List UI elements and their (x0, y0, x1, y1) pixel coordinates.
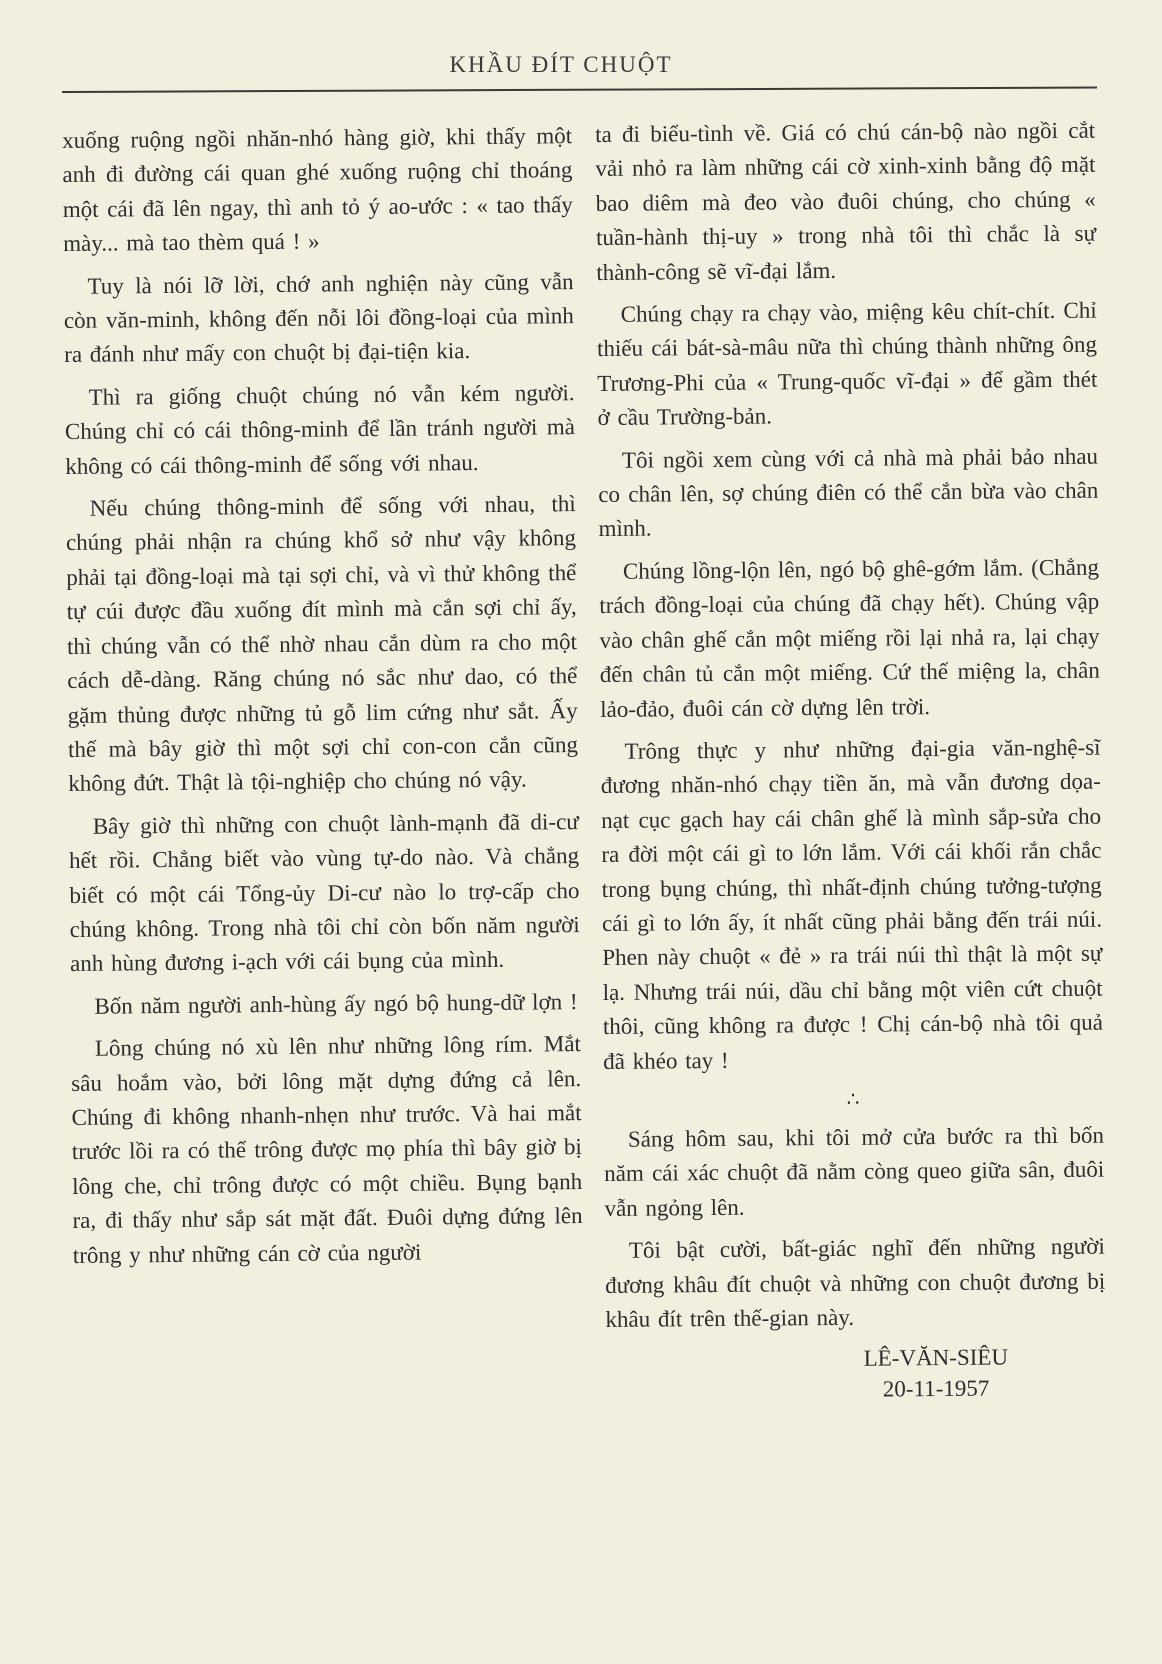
header-rule (62, 86, 1097, 93)
closing-paragraph-1: Sáng hôm sau, khi tôi mở cửa bước ra thì bốn năm cái xác chuột đã nằm còng queo giữa sân, đuôi vẫn ngỏng lên. (604, 1122, 1105, 1221)
left-paragraph-7: Lông chúng nó xù lên như những lông rím. Mắt sâu hoắm vào, bởi lông mặt dựng đứng cả lên. Chúng đi không nhanh-nhẹn như trước. Và hai mắt trước lồi ra có thể trông được mọ phía thì bây giờ bị lông che, chỉ trông được có một chiều. Bụng bạnh ra, đi thấy như sắp sát mặt đất. Đuôi dựng đứng lên trông y như những cán cờ của người (71, 1031, 583, 1268)
signature-block (606, 1341, 1107, 1407)
right-paragraph-2: Chúng chạy ra chạy vào, miệng kêu chít-chít. Chỉ thiếu cái bát-sà-mâu nữa thì chúng thành những ông Trương-Phi của « Trung-quốc vĩ-đại » để gầm thét ở cầu Trường-bản. (596, 297, 1098, 431)
left-paragraph-5: Bây giờ thì những con chuột lành-mạnh đã di-cư hết rồi. Chẳng biết vào vùng tự-do nào. Và chẳng biết có một cái Tổng-ủy Di-cư nào lo trợ-cấp cho chúng không. Trong nhà tôi chỉ còn bốn năm người anh hùng đương i-ạch với cái bụng của mình. (68, 808, 580, 977)
running-head-title: KHẦU ĐÍT CHUỘT (449, 52, 673, 77)
left-paragraph-1: xuống ruộng ngồi nhăn-nhó hàng giờ, khi thấy một anh đi đường cái quan ghé xuống ruộng chỉ thoáng một cái đã lên ngay, thì anh tỏ ý ao-ước : « tao thấy mày... mà tao thèm quá ! » (62, 123, 573, 257)
left-paragraph-3: Thì ra giống chuột chúng nó vẫn kém người. Chúng chỉ có cái thông-minh để lần tránh người mà không có cái thông-minh để sống với nhau. (64, 379, 576, 479)
signature-date: 20-11-1957 (882, 1376, 990, 1402)
right-paragraph-4: Chúng lồng-lộn lên, ngó bộ ghê-gớm lắm. (Chẳng trách đồng-loại của chúng đã chạy hết). Chúng vập vào chân ghế cắn một miếng rồi lại nhả ra, lại chạy đến chân tủ cắn một miếng. Cứ thế miệng la, chân lảo-đảo, đuôi cán cờ dựng lên trời. (599, 554, 1100, 722)
left-paragraph-2: Tuy là nói lỡ lời, chớ anh nghiện này cũng vẫn còn văn-minh, không đến nỗi lôi đồng-loại của mình ra đánh như mấy con chuột bị đại-tiện kia. (63, 268, 574, 368)
left-column (62, 119, 583, 1281)
right-paragraph-3: Tôi ngồi xem cùng với cả nhà mà phải bảo nhau co chân lên, sợ chúng điên có thể cắn bừa vào chân mình. (598, 443, 1099, 542)
author-name: LÊ-VĂN-SIÊU (863, 1344, 1009, 1372)
left-paragraph-4: Nếu chúng thông-minh để sống với nhau, thì chúng phải nhận ra chúng khổ sở như vậy không phải tại đồng-loại mà tại sợi chỉ, và vì thử không thể tự cúi được đầu xuống đít mình mà cắn sợi chỉ ấy, thì chúng vẫn có thể nhờ nhau cắn dùm ra cho một cách dễ-dàng. Răng chúng nó sắc như dao, có thể gặm thủng được những tủ gỗ lim cứng như sắt. Ấy thế mà bây giờ thì một sợi chỉ con-con cắn cũng không đứt. Thật là tội-nghiệp cho chúng nó vậy. (65, 491, 579, 797)
right-paragraph-5: Trông thực y như những đại-gia văn-nghệ-sĩ đương nhăn-nhó chạy tiền ăn, mà vẫn đương dọa-nạt cục gạch hay cái chân ghế là mình sắp-sửa cho ra đời một cái gì to lớn lắm. Với cái khối rắn chắc trong bụng chúng, thì nhất-định chúng tưởng-tượng cái gì to lớn ấy, ít nhất cũng phải bằng đến trái núi. Phen này chuột « đẻ » ra trái núi thì thật là một sự lạ. Nhưng trái núi, dầu chỉ bằng một viên cứt chuột thôi, cũng không ra được ! Chị cán-bộ nhà tôi quả đã khéo tay ! (600, 734, 1104, 1074)
closing-paragraph-2: Tôi bật cười, bất-giác nghĩ đến những người đương khâu đít chuột và những con chuột đương bị khâu đít trên thế-gian này. (605, 1233, 1106, 1332)
section-divider: ∴ (846, 1088, 861, 1111)
left-paragraph-6: Bốn năm người anh-hùng ấy ngó bộ hung-dữ lợn ! (94, 988, 578, 1019)
right-column (595, 114, 1106, 1408)
right-paragraph-1: ta đi biểu-tình về. Giá có chú cán-bộ nào ngồi cắt vải nhỏ ra làm những cái cờ xinh-xinh bằng độ mặt bao diêm mà đeo vào đuôi chúng, cho chúng « tuần-hành thị-uy » trong nhà tôi thì chắc là sự thành-công sẽ vĩ-đại lắm. (595, 117, 1097, 285)
